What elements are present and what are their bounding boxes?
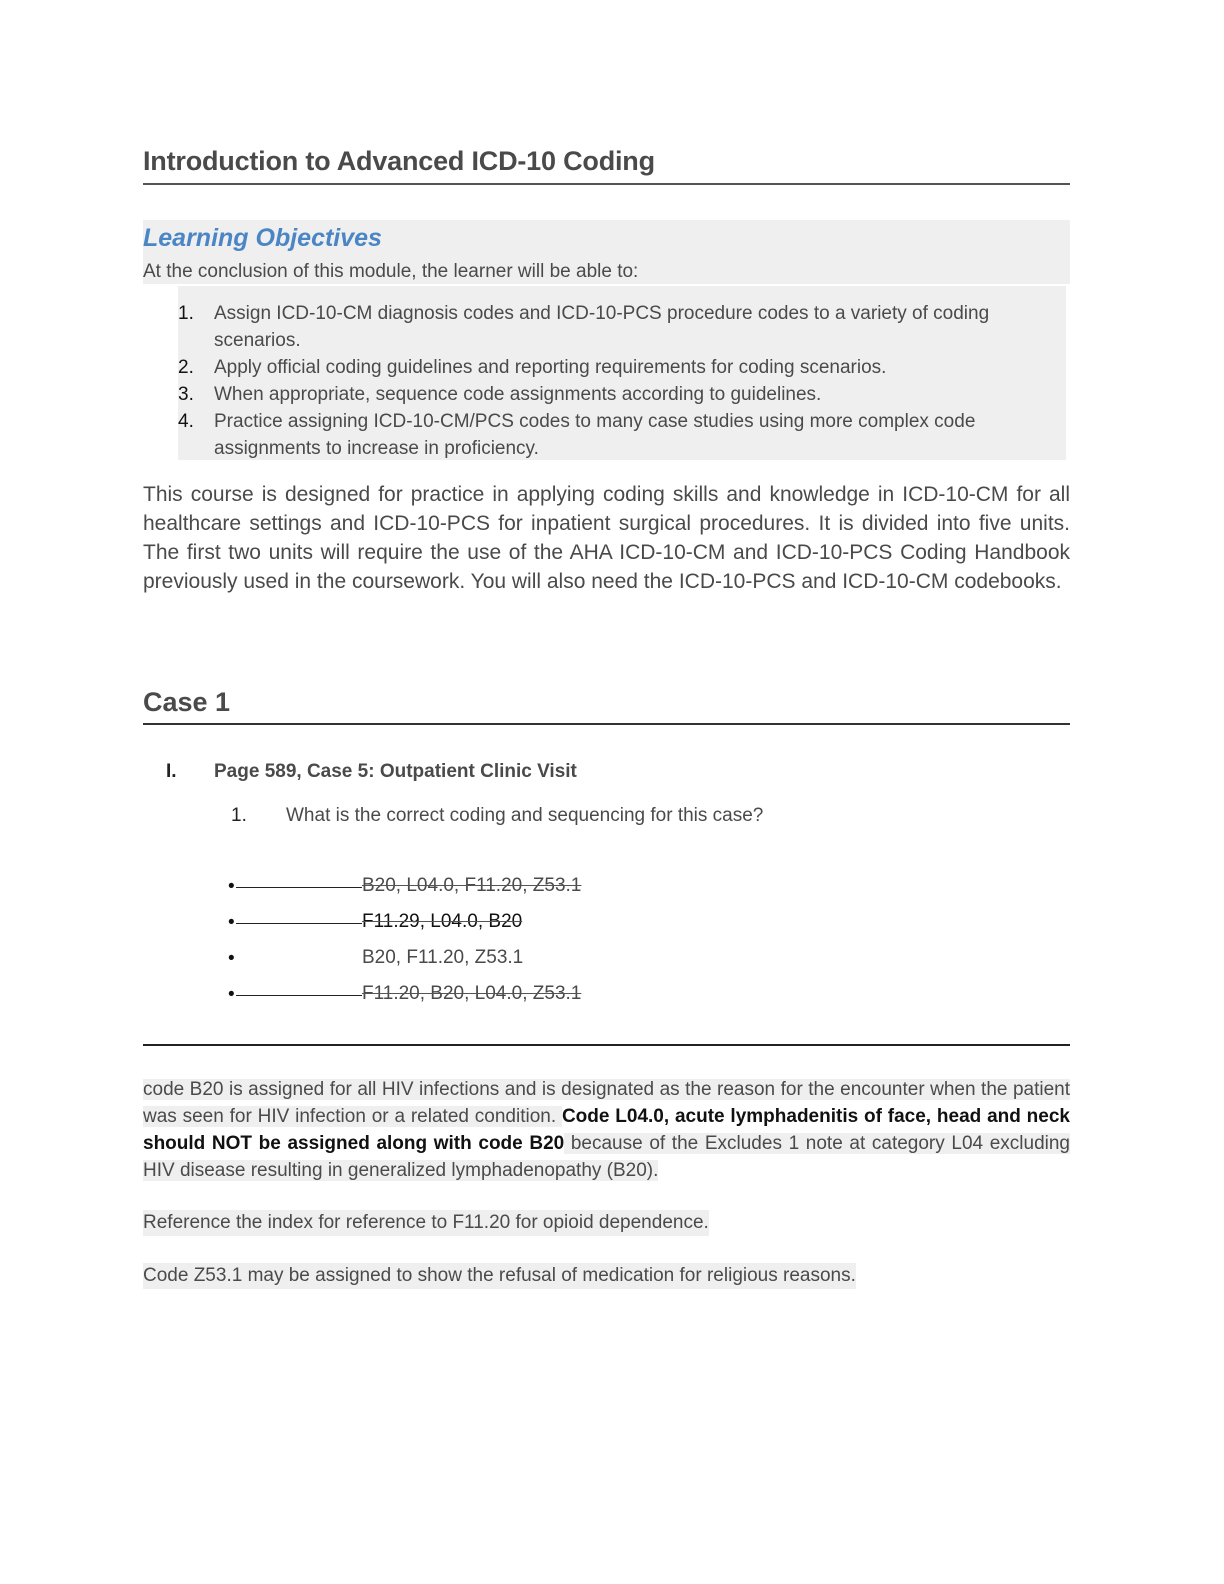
objective-text-cont: assignments to increase in proficiency. (214, 438, 539, 459)
answer-option (228, 980, 828, 1016)
objective-item (178, 354, 1058, 381)
objective-item (178, 300, 1058, 354)
answer-option-correct (228, 944, 828, 980)
bullet-icon: • (228, 984, 235, 1005)
answer-options (228, 872, 828, 1016)
strike-rule (236, 923, 362, 924)
explanation-paragraph (143, 1076, 1070, 1184)
objective-text-cont: scenarios. (214, 330, 301, 351)
document-title: Introduction to Advanced ICD-10 Coding (143, 143, 1070, 185)
explanation-text-cont: because of the Excludes 1 note at category L04 excluding HIV disease resulting in generalized lymphadenopathy (B20). (143, 1133, 1070, 1181)
explanation-text: code B20 is assigned for all HIV infections and is designated as the reason for the encounter when the patient was seen for HIV infection or a related condition. (143, 1079, 1070, 1127)
objective-text: When appropriate, sequence code assignments according to guidelines. (214, 384, 822, 405)
objective-number: 3. (178, 384, 194, 405)
refusal-note: Code Z53.1 may be assigned to show the refusal of medication for religious reasons. (143, 1263, 856, 1289)
strike-rule (236, 995, 362, 996)
case-subtitle: Page 589, Case 5: Outpatient Clinic Visit (214, 761, 577, 782)
learning-objectives-intro: At the conclusion of this module, the learner will be able to: (143, 261, 639, 282)
course-intro-paragraph: This course is designed for practice in applying coding skills and knowledge in ICD-10-CM for all healthcare settings and ICD-10-PCS for inpatient surgical procedures. It is divided into five units. The first two units will require the use of the AHA ICD-10-CM and ICD-10-PCS Coding Handbook previously used in the coursework. You will also need the ICD-10-PCS and ICD-10-CM codebooks. (143, 483, 1070, 593)
answer-option-text: B20, L04.0, F11.20, Z53.1 (362, 875, 582, 896)
objectives-list (178, 300, 1058, 462)
objective-text: Practice assigning ICD-10-CM/PCS codes to many case studies using more complex code (214, 411, 976, 432)
objective-text: Assign ICD-10-CM diagnosis codes and ICD-10-PCS procedure codes to a variety of coding (214, 303, 990, 324)
case-title: Case 1 (143, 685, 1070, 725)
explanation-bold-text: Code L04.0, acute lymphadenitis of face, head and neck should NOT be assigned along with code B20 (143, 1106, 1070, 1154)
bullet-icon: • (228, 948, 235, 969)
strike-rule (236, 887, 362, 888)
learning-objectives-heading: Learning Objectives (143, 224, 382, 252)
answer-option-text: F11.29, L04.0, B20 (362, 911, 523, 932)
bullet-icon: • (228, 876, 235, 897)
question-text: What is the correct coding and sequencing for this case? (286, 805, 764, 826)
bullet-icon: • (228, 912, 235, 933)
answer-option-text: F11.20, B20, L04.0, Z53.1 (362, 983, 582, 1004)
objective-number: 4. (178, 411, 194, 432)
objective-number: 1. (178, 303, 194, 324)
objective-item (178, 408, 1058, 462)
answer-option (228, 908, 828, 944)
objective-number: 2. (178, 357, 194, 378)
answer-option (228, 872, 828, 908)
reference-note: Reference the index for reference to F11.20 for opioid dependence. (143, 1210, 709, 1236)
question-number: 1. (231, 805, 247, 826)
answer-option-text: B20, F11.20, Z53.1 (362, 947, 524, 968)
case-section-number: I. (166, 761, 177, 782)
objective-text: Apply official coding guidelines and reporting requirements for coding scenarios. (214, 357, 887, 378)
objective-item (178, 381, 1058, 408)
section-divider (143, 1044, 1070, 1046)
